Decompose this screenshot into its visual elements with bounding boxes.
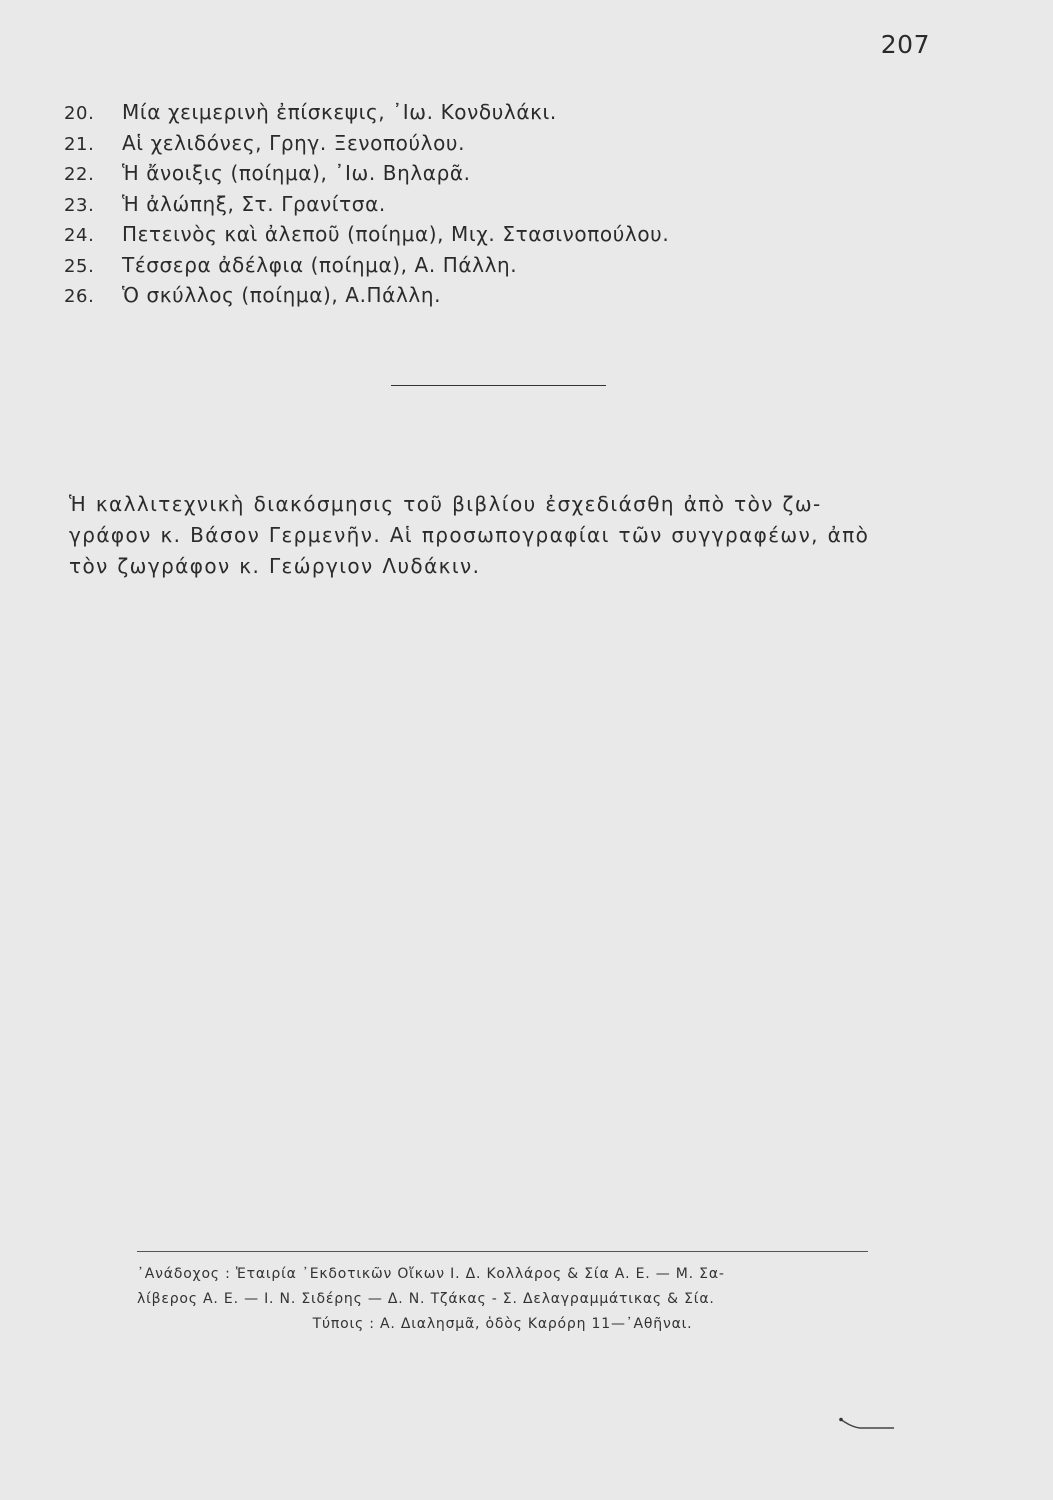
item-number: 20.	[64, 103, 95, 124]
item-number: 21.	[64, 133, 95, 155]
item-number: 25.	[64, 255, 95, 277]
credits-line: γράφον κ. Βάσον Γερμενῆν. Αἱ προσωπογραφίαι τῶν συγγραφέων, ἀπὸ	[69, 523, 870, 547]
publisher-footer	[137, 1262, 868, 1337]
item-number: 24.	[64, 225, 95, 246]
list-item	[64, 219, 824, 250]
item-title: Ὁ σκύλλος (ποίημα), Α.Πάλλη.	[122, 283, 442, 307]
credits-line: Ἡ καλλιτεχνικὴ διακόσμησις τοῦ βιβλίου ἐσχεδιάσθη ἀπὸ τὸν ζω-	[69, 492, 822, 516]
footer-rule	[137, 1251, 868, 1252]
credits-paragraph	[69, 489, 939, 582]
page-number: 207	[880, 30, 930, 59]
list-item	[64, 189, 824, 220]
item-title: Ἡ ἀλώπηξ, Στ. Γρανίτσα.	[122, 191, 386, 216]
list-item	[64, 128, 824, 159]
footer-line: Τύποις : Α. Διαλησμᾶ, ὁδὸς Καρόρη 11—᾿Αθῆναι.	[312, 1316, 693, 1332]
list-item	[64, 158, 824, 189]
item-title: Ἡ ἄνοιξις (ποίημα), ᾿Ιω. Βηλαρᾶ.	[122, 161, 471, 185]
item-title: Μία χειμερινὴ ἐπίσκεψις, ᾿Ιω. Κονδυλάκι.	[122, 100, 557, 124]
list-item	[64, 280, 824, 311]
item-number: 26.	[64, 286, 95, 307]
pencil-mark-icon	[838, 1417, 898, 1431]
footer-line: ᾿Ανάδοχος : Ἑταιρία ᾿Εκδοτικῶν Οἴκων Ι. Δ. Κολλάρος & Σία Α. Ε. — Μ. Σα-	[137, 1266, 725, 1282]
item-number: 23.	[64, 194, 95, 216]
footer-line: λίβερος Α. Ε. — Ι. Ν. Σιδέρης — Δ. Ν. Τζάκας - Σ. Δελαγραμμάτικας & Σία.	[137, 1291, 715, 1307]
item-title: Πετεινὸς καὶ ἀλεποῦ (ποίημα), Μιχ. Στασινοπούλου.	[122, 222, 670, 246]
list-item	[64, 97, 824, 128]
item-title: Τέσσερα ἀδέλφια (ποίημα), Α. Πάλλη.	[122, 252, 518, 277]
list-item	[64, 250, 824, 281]
section-divider	[391, 385, 606, 386]
contents-list	[64, 97, 824, 311]
credits-line: τὸν ζωγράφον κ. Γεώργιον Λυδάκιν.	[69, 554, 481, 578]
item-number: 22.	[64, 164, 95, 185]
item-title: Αἱ χελιδόνες, Γρηγ. Ξενοπούλου.	[122, 130, 466, 155]
